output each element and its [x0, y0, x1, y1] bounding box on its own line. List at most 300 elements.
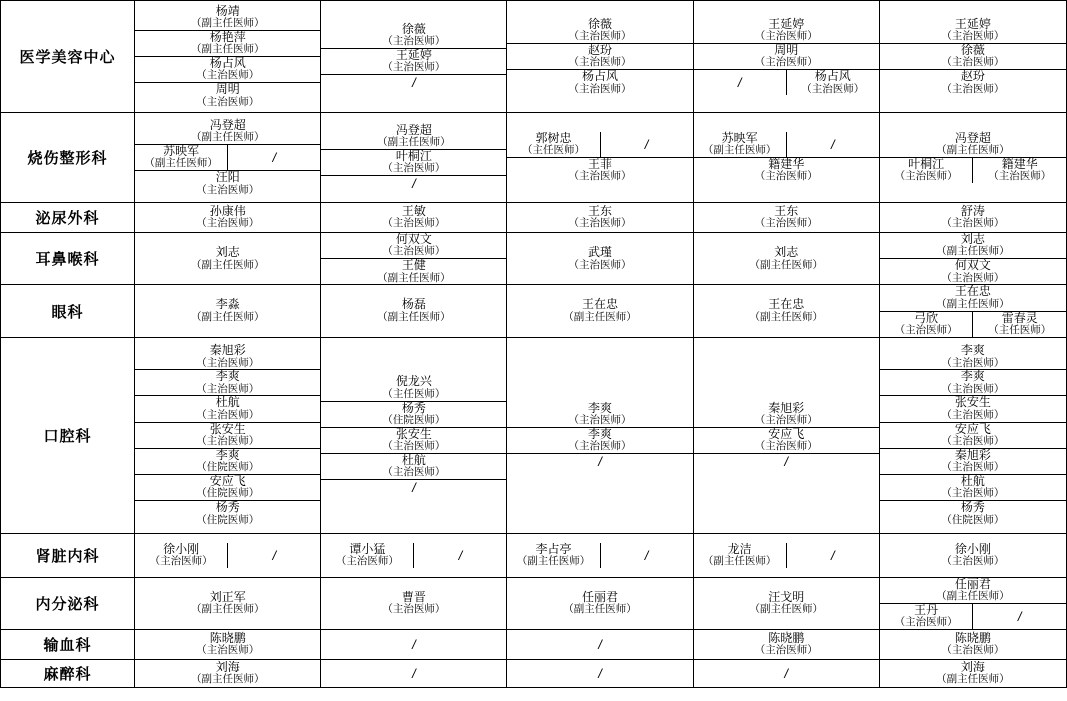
- doctor-title: （主治医师）: [382, 217, 446, 230]
- department-cell: 麻醉科: [1, 660, 135, 688]
- doctor-title: （副主任医师）: [190, 603, 265, 616]
- doctor-name: 刘海: [215, 660, 240, 675]
- doctor-name: 武瑾: [588, 245, 613, 260]
- no-clinic-marker: /: [598, 666, 602, 682]
- doctor-name: 雷春灵: [1001, 310, 1038, 325]
- no-clinic-marker: /: [507, 453, 692, 469]
- doctor-entry: [880, 158, 973, 184]
- doctor-entry: [321, 259, 506, 285]
- shift-grid: [135, 543, 320, 568]
- day-cell: [879, 577, 1066, 629]
- doctor-entry: [321, 543, 414, 568]
- shift-grid: [507, 637, 692, 652]
- day-cell: [693, 203, 879, 233]
- doctor-name: 赵玢: [588, 42, 613, 57]
- doctor-entry: [880, 578, 1066, 604]
- doctor-entry: [135, 119, 320, 145]
- doctor-entry: [507, 158, 692, 184]
- doctor-entry: [694, 427, 879, 453]
- doctor-name: 王健: [401, 258, 426, 273]
- doctor-name: 冯登超: [209, 117, 246, 132]
- doctor-title: （主任医师）: [522, 144, 585, 157]
- doctor-entry: [321, 23, 506, 49]
- table-row: [1, 203, 1067, 233]
- doctor-entry: [880, 543, 1066, 568]
- doctor-name: 谭小猛: [349, 541, 386, 556]
- day-cell: [507, 203, 693, 233]
- doctor-title: （主治医师）: [568, 56, 632, 69]
- day-cell: [693, 577, 879, 629]
- shift-grid: [507, 298, 692, 323]
- doctor-entry: [135, 344, 320, 370]
- doctor-name: 周明: [774, 42, 799, 57]
- day-cell: [135, 533, 321, 577]
- doctor-entry: [880, 632, 1066, 657]
- doctor-name: 杨占风: [582, 69, 619, 84]
- doctor-name: 周明: [215, 82, 240, 97]
- shift-grid: [694, 402, 879, 469]
- doctor-title: （主治医师）: [941, 382, 1005, 395]
- doctor-entry: [135, 246, 320, 271]
- doctor-name: 杜航: [215, 395, 240, 410]
- shift-grid: [135, 246, 320, 271]
- department-cell: 烧伤整形科: [1, 113, 135, 203]
- doctor-title: （住院医师）: [196, 513, 260, 526]
- doctor-title: （主治医师）: [568, 170, 632, 183]
- doctor-entry: [694, 543, 787, 568]
- doctor-entry: [786, 70, 879, 96]
- shift-grid: [507, 205, 692, 230]
- doctor-name: 刘正军: [209, 589, 246, 604]
- shift-grid: [880, 632, 1066, 657]
- doctor-entry: [135, 543, 228, 568]
- table-row: [1, 113, 1067, 203]
- doctor-title: （主治医师）: [754, 56, 818, 69]
- doctor-name: 何双文: [954, 258, 991, 273]
- doctor-title: （主治医师）: [754, 440, 818, 453]
- doctor-name: 任丽君: [582, 589, 619, 604]
- doctor-entry: [694, 402, 879, 428]
- no-clinic-marker: /: [412, 666, 416, 682]
- shift-grid: [694, 666, 879, 681]
- doctor-name: 秦旭彩: [954, 447, 991, 462]
- doctor-title: （副主任医师）: [749, 310, 823, 323]
- doctor-name: 刘志: [215, 245, 240, 260]
- doctor-title: （副主任医师）: [749, 258, 823, 271]
- doctor-title: （主治医师）: [754, 217, 818, 230]
- doctor-name: 杨秀: [401, 400, 426, 415]
- doctor-title: （主治医师）: [941, 408, 1005, 421]
- doctor-entry: [135, 5, 320, 31]
- shift-grid: [507, 132, 692, 183]
- doctor-name: 孙康伟: [209, 203, 246, 218]
- day-cell: [507, 660, 693, 688]
- day-cell: [879, 660, 1066, 688]
- doctor-entry: [694, 132, 787, 158]
- doctor-name: 弓欣: [914, 310, 939, 325]
- doctor-entry: [135, 57, 320, 83]
- doctor-title: （副主任医师）: [563, 310, 637, 323]
- day-cell: [693, 660, 879, 688]
- shift-grid: [880, 18, 1066, 96]
- day-cell: [693, 337, 879, 533]
- doctor-name: 陈晓鹏: [954, 631, 991, 646]
- doctor-name: 冯登超: [954, 130, 991, 145]
- doctor-name: 赵玢: [960, 69, 985, 84]
- doctor-name: 杨艳萍: [209, 29, 246, 44]
- shift-grid: [880, 205, 1066, 230]
- doctor-entry: [321, 401, 506, 427]
- doctor-title: （住院医师）: [941, 513, 1005, 526]
- doctor-name: 龙洁: [727, 541, 752, 556]
- doctor-title: （副主任医师）: [190, 43, 265, 56]
- doctor-title: （主治医师）: [941, 56, 1005, 69]
- doctor-name: 李爽: [588, 426, 613, 441]
- day-cell: [693, 285, 879, 337]
- doctor-entry: [880, 43, 1066, 69]
- shift-grid: [694, 632, 879, 657]
- no-clinic-marker: /: [600, 132, 693, 158]
- doctor-title: （副主任医师）: [377, 136, 451, 149]
- doctor-title: （主治医师）: [382, 245, 446, 258]
- doctor-entry: [135, 298, 320, 323]
- doctor-title: （主治医师）: [894, 324, 958, 336]
- shift-grid: [321, 23, 506, 90]
- no-clinic-marker: /: [694, 70, 787, 96]
- department-cell: 输血科: [1, 630, 135, 660]
- table-row: [1, 660, 1067, 688]
- day-cell: [693, 533, 879, 577]
- doctor-title: （主治医师）: [382, 162, 446, 175]
- table-row: [1, 337, 1067, 533]
- doctor-title: （主治医师）: [941, 644, 1005, 657]
- day-cell: [135, 660, 321, 688]
- doctor-entry: [507, 132, 600, 158]
- doctor-title: （副主任医师）: [516, 555, 591, 568]
- doctor-name: 曹晋: [401, 589, 426, 604]
- department-cell: 眼科: [1, 285, 135, 337]
- no-clinic-marker: /: [598, 637, 602, 653]
- doctor-name: 杨秀: [215, 500, 240, 515]
- shift-grid: [135, 632, 320, 657]
- shift-grid: [321, 543, 506, 568]
- doctor-title: （主治医师）: [754, 414, 818, 426]
- doctor-entry: [880, 396, 1066, 422]
- doctor-entry: [507, 18, 692, 44]
- shift-grid: [694, 246, 879, 271]
- doctor-entry: [507, 543, 600, 568]
- department-cell: 肾脏内科: [1, 533, 135, 577]
- doctor-name: 倪龙兴: [395, 374, 432, 389]
- doctor-entry: [694, 632, 879, 657]
- doctor-title: （副主任医师）: [190, 310, 265, 323]
- day-cell: [507, 285, 693, 337]
- doctor-name: 汪阳: [215, 170, 240, 185]
- shift-grid: [321, 666, 506, 681]
- day-cell: [879, 285, 1066, 337]
- doctor-title: （主治医师）: [382, 35, 446, 48]
- doctor-entry: [135, 475, 320, 501]
- doctor-title: （副主任医师）: [702, 555, 777, 568]
- shift-grid: [694, 132, 879, 183]
- shift-grid: [321, 124, 506, 191]
- doctor-name: 安应飞: [768, 426, 805, 441]
- doctor-entry: [694, 298, 879, 323]
- no-clinic-marker: /: [321, 75, 506, 91]
- doctor-name: 杨占风: [814, 69, 851, 84]
- doctor-name: 冯登超: [395, 122, 432, 137]
- day-cell: [321, 203, 507, 233]
- doctor-name: 杨秀: [960, 500, 985, 515]
- doctor-name: 王在忠: [768, 297, 805, 312]
- doctor-entry: [880, 422, 1066, 448]
- day-cell: [507, 113, 693, 203]
- doctor-entry: [507, 205, 692, 230]
- doctor-entry: [507, 70, 692, 96]
- doctor-entry: [135, 661, 320, 686]
- doctor-title: （主治医师）: [568, 30, 632, 43]
- doctor-entry: [694, 43, 879, 69]
- shift-grid: [507, 543, 692, 568]
- doctor-name: 李爽: [588, 400, 613, 415]
- doctor-entry: [507, 246, 692, 271]
- doctor-title: （住院医师）: [196, 461, 260, 474]
- shift-grid: [694, 543, 879, 568]
- department-cell: 耳鼻喉科: [1, 233, 135, 285]
- doctor-name: 李爽: [215, 447, 240, 462]
- doctor-name: 李爽: [960, 369, 985, 384]
- department-cell: 口腔科: [1, 337, 135, 533]
- table-row: [1, 533, 1067, 577]
- day-cell: [321, 577, 507, 629]
- doctor-name: 王延婷: [954, 16, 991, 31]
- doctor-entry: [135, 30, 320, 56]
- doctor-name: 李爽: [215, 369, 240, 384]
- doctor-name: 刘志: [774, 245, 799, 260]
- doctor-name: 刘志: [960, 232, 985, 246]
- doctor-entry: [321, 298, 506, 323]
- doctor-entry: [973, 158, 1066, 184]
- doctor-entry: [135, 396, 320, 422]
- shift-grid: [507, 666, 692, 681]
- doctor-entry: [973, 311, 1066, 337]
- doctor-title: （主治医师）: [196, 408, 260, 421]
- doctor-name: 王延婷: [768, 16, 805, 31]
- doctor-name: 刘海: [960, 660, 985, 675]
- department-cell: 内分泌科: [1, 577, 135, 629]
- shift-grid: [880, 578, 1066, 629]
- doctor-entry: [880, 603, 973, 629]
- shift-grid: [694, 298, 879, 323]
- doctor-title: （主治医师）: [941, 217, 1005, 230]
- day-cell: [321, 233, 507, 285]
- doctor-name: 王在忠: [954, 284, 991, 299]
- doctor-name: 王菲: [588, 157, 613, 171]
- doctor-entry: [507, 591, 692, 616]
- doctor-name: 安应飞: [954, 421, 991, 436]
- doctor-name: 苏映军: [721, 130, 758, 145]
- day-cell: [321, 533, 507, 577]
- doctor-name: 王在忠: [582, 297, 619, 312]
- doctor-title: （副主任医师）: [702, 144, 777, 157]
- doctor-name: 王东: [588, 203, 613, 218]
- shift-grid: [321, 375, 506, 495]
- no-clinic-marker: /: [228, 144, 321, 170]
- doctor-name: 王敏: [401, 203, 426, 218]
- doctor-title: （主治医师）: [568, 82, 632, 95]
- doctor-entry: [880, 70, 1066, 96]
- doctor-name: 杨磊: [401, 297, 426, 312]
- table-row: [1, 1, 1067, 113]
- doctor-entry: [321, 124, 506, 150]
- doctor-name: 叶桐江: [395, 149, 432, 163]
- day-cell: [135, 285, 321, 337]
- doctor-title: （主治医师）: [941, 356, 1005, 369]
- doctor-entry: [880, 132, 1066, 158]
- day-cell: [135, 203, 321, 233]
- doctor-entry: [321, 205, 506, 230]
- shift-grid: [507, 402, 692, 469]
- no-clinic-marker: /: [412, 637, 416, 653]
- doctor-entry: [321, 591, 506, 616]
- doctor-name: 秦旭彩: [768, 400, 805, 415]
- doctor-title: （副主任医师）: [190, 673, 265, 686]
- day-cell: [135, 577, 321, 629]
- doctor-entry: [321, 49, 506, 75]
- doctor-title: （副主任医师）: [936, 144, 1010, 157]
- doctor-title: （主治医师）: [988, 170, 1052, 183]
- doctor-title: （副主任医师）: [749, 603, 823, 616]
- doctor-name: 徐薇: [401, 21, 426, 36]
- shift-grid: [880, 233, 1066, 284]
- table-row: [1, 630, 1067, 660]
- doctor-name: 陈晓鹏: [768, 631, 805, 646]
- day-cell: [879, 203, 1066, 233]
- doctor-entry: [135, 144, 228, 170]
- doctor-entry: [880, 18, 1066, 44]
- doctor-entry: [880, 370, 1066, 396]
- doctor-title: （副主任医师）: [936, 297, 1010, 310]
- shift-grid: [135, 5, 320, 109]
- shift-grid: [135, 119, 320, 197]
- table-row: [1, 285, 1067, 337]
- doctor-title: （副主任医师）: [144, 157, 218, 170]
- doctor-name: 李占亭: [535, 541, 572, 556]
- doctor-title: （主治医师）: [941, 435, 1005, 448]
- doctor-entry: [880, 661, 1066, 686]
- doctor-title: （主治医师）: [568, 414, 632, 426]
- no-clinic-marker: /: [228, 543, 321, 568]
- day-cell: [321, 660, 507, 688]
- doctor-title: （主治医师）: [196, 644, 260, 657]
- doctor-name: 王延婷: [395, 48, 432, 62]
- shift-grid: [321, 591, 506, 616]
- doctor-name: 张安生: [954, 395, 991, 410]
- day-cell: [507, 533, 693, 577]
- no-clinic-marker: /: [321, 480, 506, 496]
- day-cell: [879, 630, 1066, 660]
- doctor-name: 李爽: [960, 343, 985, 358]
- day-cell: [135, 630, 321, 660]
- doctor-title: （住院医师）: [196, 487, 260, 500]
- doctor-title: （主治医师）: [568, 440, 632, 453]
- doctor-entry: [507, 43, 692, 69]
- doctor-entry: [694, 18, 879, 44]
- doctor-entry: [880, 475, 1066, 501]
- no-clinic-marker: /: [694, 453, 879, 469]
- doctor-name: 张安生: [395, 426, 432, 441]
- day-cell: [879, 1, 1066, 113]
- doctor-name: 秦旭彩: [209, 343, 246, 358]
- doctor-title: （副主任医师）: [377, 271, 451, 284]
- doctor-entry: [507, 427, 692, 453]
- table-row: [1, 233, 1067, 285]
- no-clinic-marker: /: [784, 666, 789, 682]
- shift-grid: [135, 344, 320, 526]
- doctor-name: 徐小刚: [954, 541, 991, 556]
- doctor-entry: [880, 448, 1066, 474]
- day-cell: [693, 233, 879, 285]
- doctor-title: （副主任医师）: [190, 131, 265, 144]
- doctor-title: （副主任医师）: [936, 245, 1010, 258]
- doctor-entry: [135, 171, 320, 197]
- doctor-entry: [880, 285, 1066, 311]
- doctor-title: （主治医师）: [335, 555, 399, 568]
- doctor-title: （副主任医师）: [936, 590, 1010, 603]
- doctor-entry: [135, 422, 320, 448]
- no-clinic-marker: /: [600, 543, 693, 568]
- doctor-title: （主治医师）: [382, 61, 446, 74]
- day-cell: [135, 1, 321, 113]
- doctor-title: （主治医师）: [941, 487, 1005, 500]
- doctor-title: （副主任医师）: [190, 17, 265, 30]
- doctor-title: （主治医师）: [196, 183, 260, 196]
- shift-grid: [880, 661, 1066, 686]
- shift-grid: [507, 246, 692, 271]
- doctor-name: 籍建华: [768, 157, 805, 171]
- doctor-entry: [694, 591, 879, 616]
- shift-grid: [694, 591, 879, 616]
- doctor-title: （主治医师）: [941, 82, 1005, 95]
- day-cell: [507, 1, 693, 113]
- shift-grid: [880, 132, 1066, 183]
- doctor-entry: [135, 205, 320, 230]
- department-cell: 泌尿外科: [1, 203, 135, 233]
- shift-grid: [135, 205, 320, 230]
- doctor-entry: [880, 205, 1066, 230]
- doctor-name: 籍建华: [1001, 157, 1038, 171]
- day-cell: [321, 113, 507, 203]
- shift-grid: [880, 344, 1066, 526]
- doctor-title: （副主任医师）: [190, 258, 265, 271]
- doctor-entry: [135, 501, 320, 527]
- doctor-title: （主治医师）: [382, 440, 446, 453]
- doctor-title: （副主任医师）: [563, 603, 637, 616]
- doctor-title: （副主任医师）: [377, 310, 451, 323]
- doctor-title: （主治医师）: [196, 69, 260, 82]
- doctor-entry: [135, 591, 320, 616]
- doctor-name: 杨靖: [215, 3, 240, 18]
- doctor-entry: [880, 501, 1066, 527]
- doctor-entry: [880, 233, 1066, 259]
- doctor-title: （主治医师）: [568, 258, 632, 271]
- day-cell: [321, 630, 507, 660]
- doctor-entry: [507, 402, 692, 428]
- doctor-entry: [321, 150, 506, 176]
- doctor-entry: [694, 246, 879, 271]
- shift-grid: [880, 543, 1066, 568]
- day-cell: [693, 113, 879, 203]
